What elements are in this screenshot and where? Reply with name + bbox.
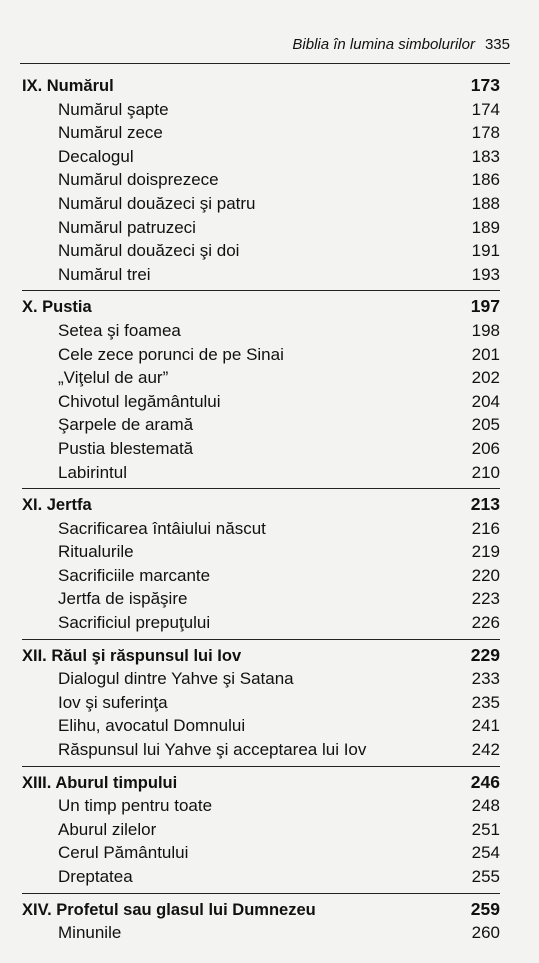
toc-entry-row[interactable] — [22, 121, 500, 145]
toc-entry-title: Setea şi foamea — [58, 320, 181, 340]
toc-entry-page: 241 — [471, 716, 500, 736]
toc-entry-title: Şarpele de aramă — [58, 415, 194, 435]
toc-entry-page: 220 — [471, 565, 500, 585]
toc-entry-title: Un timp pentru toate — [58, 796, 213, 816]
toc-entry-row[interactable] — [22, 691, 500, 715]
toc-entry-page: 174 — [471, 99, 500, 119]
toc-entry-row[interactable] — [22, 192, 500, 216]
toc-chapter-page: 197 — [470, 296, 500, 317]
toc-entry-title: Cerul Pământului — [58, 843, 189, 863]
running-header-title: Biblia în lumina simbolurilor — [292, 36, 475, 53]
toc-entry-title: Numărul zece — [58, 123, 163, 143]
toc-entry-title: Minunile — [58, 923, 122, 943]
toc-chapter-row[interactable] — [22, 74, 500, 98]
toc-entry-page: 251 — [471, 819, 500, 839]
toc-entry-page: 254 — [471, 843, 500, 863]
toc-entry-title: Sacrificarea întâiului născut — [58, 518, 266, 538]
toc-entry-page: 223 — [471, 589, 500, 609]
toc-entry-row[interactable] — [22, 818, 500, 842]
toc-entry-row[interactable] — [22, 611, 500, 635]
toc-entry-title: Dreptatea — [58, 867, 133, 886]
toc-entry-row[interactable] — [22, 921, 500, 945]
toc-chapter-title: X. Pustia — [22, 298, 92, 317]
toc-entry-row[interactable] — [22, 794, 500, 818]
toc-entry-title: „Viţelul de aur” — [58, 368, 169, 388]
toc-entry-title: Sacrificiul prepuţului — [58, 613, 211, 633]
toc-entry-title: Sacrificiile marcante — [58, 565, 211, 585]
toc-entry-title: Numărul trei — [58, 264, 151, 284]
toc-entry-page: 206 — [471, 438, 500, 458]
toc-chapter-title: XI. Jertfa — [22, 496, 92, 515]
toc-entry-row[interactable] — [22, 841, 500, 865]
toc-entry-row[interactable] — [22, 865, 500, 889]
toc-entry-page: 235 — [471, 692, 500, 712]
toc-entry-title: Numărul douăzeci şi doi — [58, 241, 240, 261]
toc-entry-row[interactable] — [22, 437, 500, 461]
toc-chapter-row[interactable] — [22, 766, 500, 795]
toc-entry-title: Aburul zilelor — [58, 819, 157, 839]
toc-entry-title: Iov şi suferinţa — [58, 692, 168, 712]
running-header-page-number: 335 — [484, 36, 510, 53]
toc-entry-title: Elihu, avocatul Domnului — [58, 716, 246, 736]
toc-entry-row[interactable] — [22, 263, 500, 287]
toc-chapter-page: 229 — [470, 644, 500, 665]
toc-chapter-title: XIII. Aburul timpului — [22, 773, 178, 792]
toc-entry-row[interactable] — [22, 413, 500, 437]
toc-chapter-row[interactable] — [22, 639, 500, 668]
toc-entry-page: 242 — [471, 740, 500, 760]
toc-entry-page: 201 — [471, 344, 500, 364]
toc-entry-page: 198 — [471, 320, 500, 340]
toc-chapter-page: 259 — [470, 898, 500, 919]
toc-entry-title: Labirintul — [58, 462, 127, 482]
toc-entry-page: 193 — [471, 264, 500, 284]
toc-entry-page: 202 — [471, 368, 500, 388]
toc-entry-row[interactable] — [22, 319, 500, 343]
toc-entry-title: Răspunsul lui Yahve şi acceptarea lui Iov — [58, 740, 367, 760]
toc-entry-row[interactable] — [22, 145, 500, 169]
header-rule — [20, 63, 510, 64]
toc-entry-title: Jertfa de ispăşire — [58, 589, 188, 609]
toc-entry-row[interactable] — [22, 738, 500, 762]
toc-chapter-page: 246 — [470, 771, 500, 792]
toc-entry-page: 210 — [471, 462, 500, 482]
toc-chapter-page: 173 — [470, 75, 500, 95]
toc-chapter-page: 213 — [470, 494, 500, 515]
toc-entry-row[interactable] — [22, 239, 500, 263]
toc-entry-row[interactable] — [22, 390, 500, 414]
toc-entry-row[interactable] — [22, 216, 500, 240]
toc-entry-title: Numărul şapte — [58, 99, 169, 119]
toc-entry-page: 205 — [471, 415, 500, 435]
toc-entry-title: Decalogul — [58, 146, 134, 166]
toc-chapter-row[interactable] — [22, 893, 500, 922]
toc-entry-page: 260 — [471, 923, 500, 943]
toc-entry-title: Dialogul dintre Yahve şi Satana — [58, 669, 294, 689]
toc-entry-row[interactable] — [22, 517, 500, 541]
toc-entry-row[interactable] — [22, 714, 500, 738]
toc-entry-row[interactable] — [22, 366, 500, 390]
toc-entry-page: 183 — [471, 146, 500, 166]
toc-entry-row[interactable] — [22, 343, 500, 367]
toc-entry-title: Pustia blestemată — [58, 438, 194, 458]
toc-entry-page: 188 — [471, 193, 500, 213]
toc-entry-row[interactable] — [22, 168, 500, 192]
toc-entry-page: 204 — [471, 391, 500, 411]
toc-entry-row[interactable] — [22, 461, 500, 485]
toc-entry-row[interactable] — [22, 98, 500, 122]
toc-entry-row[interactable] — [22, 540, 500, 564]
toc-chapter-title: XII. Răul şi răspunsul lui Iov — [22, 646, 242, 665]
toc-entry-row[interactable] — [22, 667, 500, 691]
toc-entry-page: 216 — [471, 518, 500, 538]
toc-entry-title: Cele zece porunci de pe Sinai — [58, 344, 284, 364]
toc-entry-title: Chivotul legământului — [58, 391, 221, 411]
toc-entry-title: Numărul doisprezece — [58, 170, 219, 190]
toc-entry-page: 219 — [471, 542, 500, 562]
toc-entry-row[interactable] — [22, 587, 500, 611]
toc-entry-page: 226 — [471, 613, 500, 633]
toc-entry-page: 186 — [471, 170, 500, 190]
toc-entry-page: 233 — [471, 669, 500, 689]
toc-entry-page: 178 — [471, 123, 500, 143]
toc-entry-page: 191 — [471, 241, 500, 261]
running-header — [0, 36, 510, 53]
toc-chapter-title: IX. Numărul — [22, 77, 114, 95]
toc-chapter-row[interactable] — [22, 290, 500, 319]
toc-chapter-row[interactable] — [22, 488, 500, 517]
toc-entry-row[interactable] — [22, 564, 500, 588]
table-of-contents — [22, 74, 500, 945]
toc-entry-title: Numărul patruzeci — [58, 217, 196, 237]
toc-chapter-title: XIV. Profetul sau glasul lui Dumnezeu — [22, 900, 316, 919]
toc-entry-page: 248 — [471, 796, 500, 816]
toc-entry-title: Ritualurile — [58, 542, 134, 562]
toc-entry-title: Numărul douăzeci şi patru — [58, 193, 256, 213]
toc-entry-page: 189 — [471, 217, 500, 237]
toc-entry-page: 255 — [471, 867, 500, 886]
